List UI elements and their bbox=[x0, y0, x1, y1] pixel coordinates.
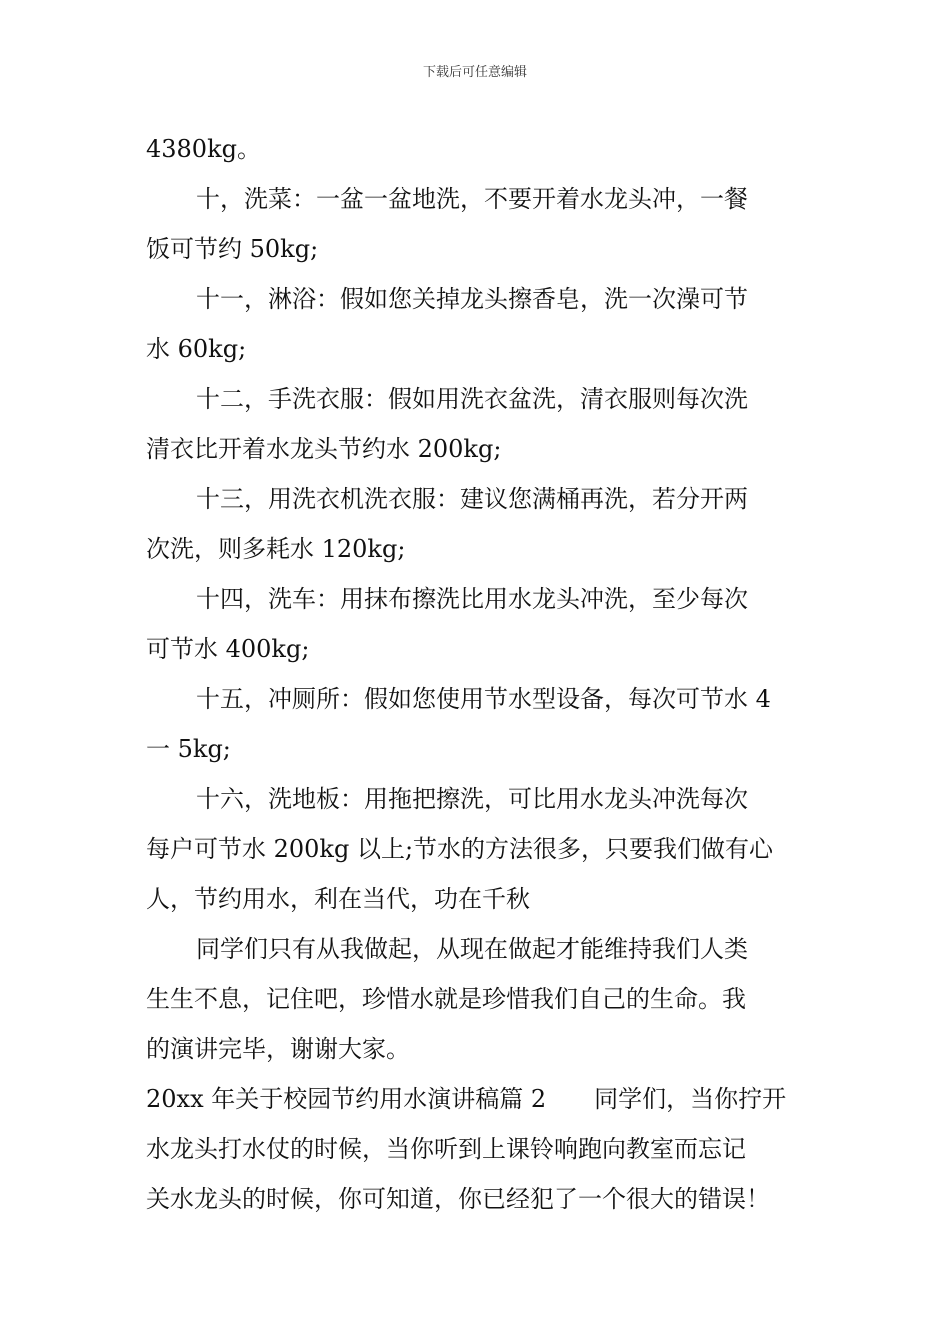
text-line: 次洗，则多耗水 120kg; bbox=[146, 535, 406, 563]
text-line: 可节水 400kg; bbox=[146, 635, 310, 663]
text-line: 关水龙头的时候，你可知道，你已经犯了一个很大的错误！ bbox=[146, 1185, 770, 1213]
text-line: 饭可节约 50kg; bbox=[146, 235, 319, 263]
document-body bbox=[146, 124, 806, 1224]
text-line: 十五，冲厕所：假如您使用节水型设备，每次可节水 4 bbox=[196, 685, 771, 713]
text-line: 十六，洗地板：用拖把擦洗，可比用水龙头冲洗每次 bbox=[196, 785, 748, 813]
text-line: 水龙头打水仗的时候，当你听到上课铃响跑向教室而忘记 bbox=[146, 1135, 746, 1163]
text-line: 十二，手洗衣服：假如用洗衣盆洗，清衣服则每次洗 bbox=[196, 385, 748, 413]
text-line: 十，洗菜：一盆一盆地洗，不要开着水龙头冲，一餐 bbox=[196, 185, 748, 213]
text-line: 生生不息，记住吧，珍惜水就是珍惜我们自己的生命。我 bbox=[146, 985, 746, 1013]
text-line: 20xx 年关于校园节约用水演讲稿篇 2 同学们，当你拧开 bbox=[146, 1085, 787, 1113]
text-line: 清衣比开着水龙头节约水 200kg; bbox=[146, 435, 502, 463]
text-line: 的演讲完毕，谢谢大家。 bbox=[146, 1035, 410, 1063]
text-line: 每户可节水 200kg 以上;节水的方法很多，只要我们做有心 bbox=[146, 835, 774, 863]
text-line: 十四，洗车：用抹布擦洗比用水龙头冲洗，至少每次 bbox=[196, 585, 748, 613]
text-line: 十三，用洗衣机洗衣服：建议您满桶再洗，若分开两 bbox=[196, 485, 748, 513]
text-line: 水 60kg; bbox=[146, 335, 247, 363]
text-line: 十一，淋浴：假如您关掉龙头擦香皂，洗一次澡可节 bbox=[196, 285, 748, 313]
text-line: 4380kg。 bbox=[146, 135, 261, 163]
text-line: 一 5kg; bbox=[146, 735, 231, 763]
text-line: 同学们只有从我做起，从现在做起才能维持我们人类 bbox=[196, 935, 748, 963]
text-line: 人，节约用水，利在当代，功在千秋 bbox=[146, 885, 530, 913]
page-header: 下载后可任意编辑 bbox=[422, 65, 527, 80]
